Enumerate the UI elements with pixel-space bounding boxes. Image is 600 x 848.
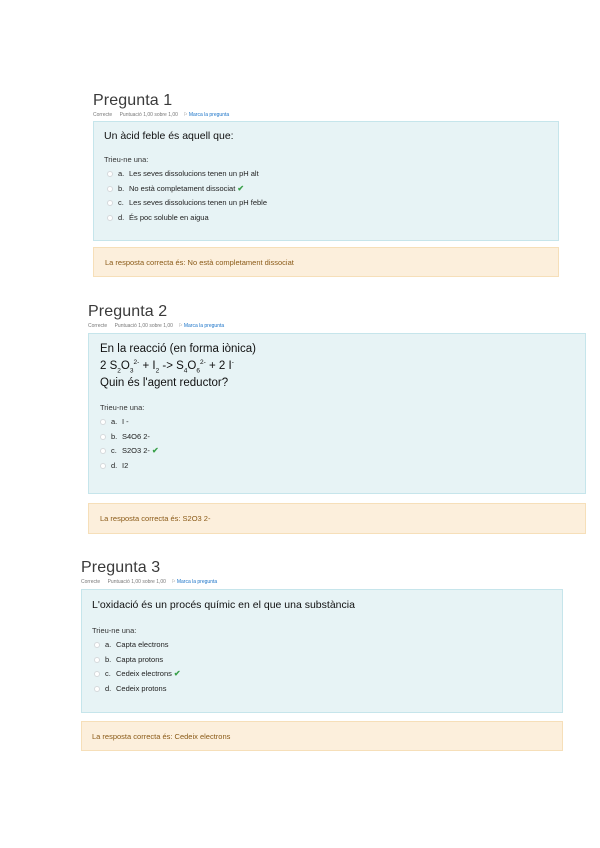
question-score: Puntuació 1,00 sobre 1,00 (107, 579, 166, 585)
question-3 (81, 559, 563, 751)
radio-button[interactable] (94, 686, 100, 692)
question-title: Pregunta 2 (88, 303, 168, 320)
question-2 (88, 303, 586, 534)
answer-option-a[interactable]: a. Les seves dissolucions tenen un pH alt (107, 167, 548, 182)
check-icon: ✔ (151, 446, 159, 456)
flag-icon[interactable]: ⚐ (178, 323, 183, 329)
question-title: Pregunta 3 (81, 559, 161, 576)
correct-answer-feedback (81, 721, 563, 751)
feedback-text: La resposta correcta és: Cedeix electrons (92, 731, 231, 741)
correct-answer-feedback (88, 503, 586, 534)
radio-button[interactable] (94, 642, 100, 648)
answer-prompt: Trieu-ne una: (100, 403, 145, 413)
radio-button[interactable] (100, 434, 106, 440)
feedback-text: La resposta correcta és: No està completament dissociat (105, 257, 294, 267)
answer-option-b[interactable]: b. Capta protons (94, 653, 552, 668)
radio-button[interactable] (100, 463, 106, 469)
question-score: Puntuació 1,00 sobre 1,00 (119, 112, 178, 118)
radio-button[interactable] (100, 448, 106, 454)
answer-option-a[interactable]: a. I - (100, 415, 574, 430)
answer-prompt: Trieu-ne una: (92, 626, 137, 636)
answer-prompt: Trieu-ne una: (104, 155, 149, 165)
question-stem-line-3: Quin és l'agent reductor? (100, 377, 229, 390)
radio-button[interactable] (107, 200, 113, 206)
question-title: Pregunta 1 (93, 92, 173, 109)
answer-option-d[interactable]: d. I2 (100, 459, 574, 474)
question-stem: Un àcid feble és aquell que: (104, 130, 234, 142)
answer-option-b[interactable]: b. No està completament dissociat ✔ (107, 182, 548, 197)
flag-question-link[interactable]: Marca la pregunta (176, 579, 218, 585)
answer-option-a[interactable]: a. Capta electrons (94, 638, 552, 653)
answer-option-c[interactable]: c. S2O3 2- ✔ (100, 444, 574, 459)
answer-list (107, 167, 548, 225)
correct-answer-feedback (93, 247, 559, 277)
question-info (88, 323, 586, 329)
question-1 (93, 92, 559, 277)
question-score: Puntuació 1,00 sobre 1,00 (114, 323, 173, 329)
question-status: Correcte (88, 323, 108, 329)
flag-question-link[interactable]: Marca la pregunta (188, 112, 230, 118)
answer-list (94, 638, 552, 696)
answer-option-c[interactable]: c. Cedeix electrons ✔ (94, 667, 552, 682)
radio-button[interactable] (100, 419, 106, 425)
answer-option-c[interactable]: c. Les seves dissolucions tenen un pH feble (107, 196, 548, 211)
flag-icon[interactable]: ⚐ (183, 112, 188, 118)
check-icon: ✔ (173, 669, 181, 679)
answer-list (100, 415, 574, 473)
question-status: Correcte (81, 579, 101, 585)
check-icon: ✔ (237, 183, 245, 193)
question-content (81, 589, 563, 713)
answer-option-d[interactable]: d. És poc soluble en aigua (107, 211, 548, 226)
radio-button[interactable] (94, 671, 100, 677)
question-content (88, 333, 586, 494)
question-info (81, 579, 563, 585)
flag-question-link[interactable]: Marca la pregunta (183, 323, 225, 329)
question-content (93, 121, 559, 241)
question-stem: L'oxidació és un procés químic en el que una substància (92, 599, 355, 611)
radio-button[interactable] (107, 171, 113, 177)
radio-button[interactable] (94, 657, 100, 663)
flag-icon[interactable]: ⚐ (171, 579, 176, 585)
question-status: Correcte (93, 112, 113, 118)
feedback-text: La resposta correcta és: S2O3 2- (100, 514, 211, 523)
radio-button[interactable] (107, 215, 113, 221)
radio-button[interactable] (107, 186, 113, 192)
answer-option-d[interactable]: d. Cedeix protons (94, 682, 552, 697)
question-stem-line-1: En la reacció (en forma iònica) (100, 343, 256, 355)
answer-option-b[interactable]: b. S4O6 2- (100, 430, 574, 445)
question-info (93, 112, 559, 118)
reaction-equation: 2 $S_2O_3^{2-} + I_2 -> S_4O_6^{2-} + 2$ I- (100, 358, 234, 374)
